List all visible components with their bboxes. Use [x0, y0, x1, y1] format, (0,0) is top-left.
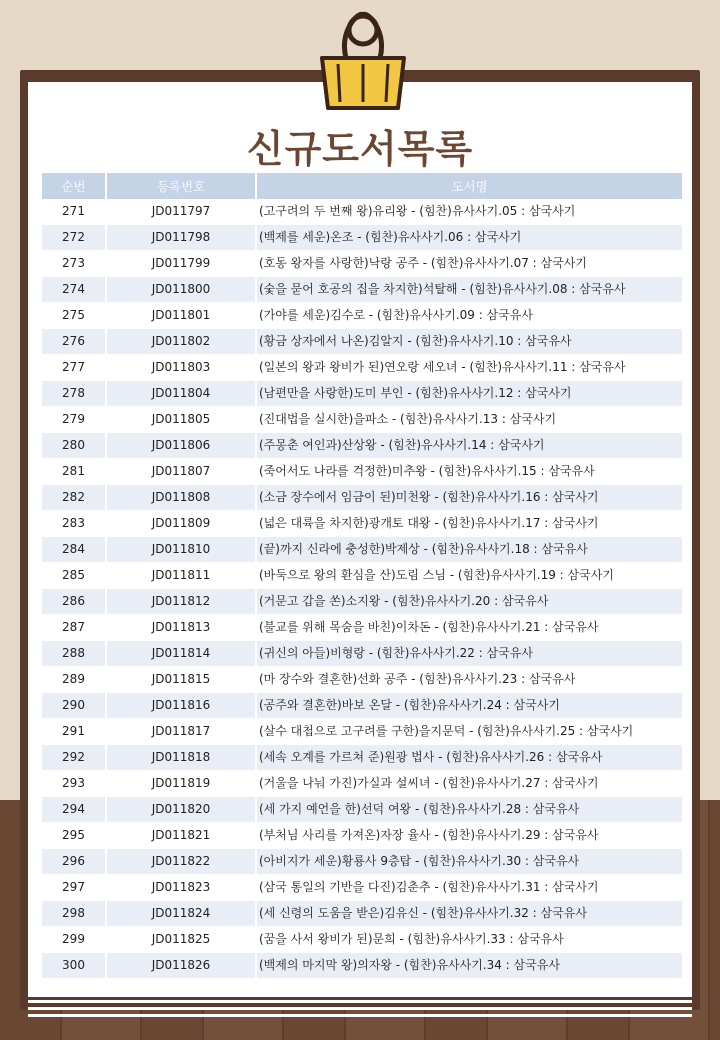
table-row: [42, 251, 682, 277]
table-header-row: [42, 173, 682, 199]
cell-book-title: (마 장수와 결혼한)선화 공주 - (힘찬)유사사기.23 : 삼국유사: [256, 667, 682, 693]
table-row: [42, 849, 682, 875]
cell-seq: 296: [42, 849, 106, 875]
cell-seq: 297: [42, 875, 106, 901]
cell-reg-no: JD011826: [106, 953, 256, 979]
table-row: [42, 303, 682, 329]
cell-book-title: (죽어서도 나라를 걱정한)미추왕 - (힘찬)유사사기.15 : 삼국유사: [256, 459, 682, 485]
cell-book-title: (세속 오계를 가르쳐 준)원광 법사 - (힘찬)유사사기.26 : 삼국유사: [256, 745, 682, 771]
cell-seq: 299: [42, 927, 106, 953]
cell-seq: 291: [42, 719, 106, 745]
cell-seq: 280: [42, 433, 106, 459]
cell-seq: 277: [42, 355, 106, 381]
cell-book-title: (삼국 통일의 기반을 다진)김춘추 - (힘찬)유사사기.31 : 삼국사기: [256, 875, 682, 901]
cell-book-title: (끝)까지 신라에 충성한)박제상 - (힘찬)유사사기.18 : 삼국유사: [256, 537, 682, 563]
cell-reg-no: JD011825: [106, 927, 256, 953]
cell-book-title: (거문고 갑을 쏜)소지왕 - (힘찬)유사사기.20 : 삼국유사: [256, 589, 682, 615]
cell-reg-no: JD011817: [106, 719, 256, 745]
table-row: [42, 225, 682, 251]
cell-reg-no: JD011802: [106, 329, 256, 355]
cell-book-title: (백제의 마지막 왕)의자왕 - (힘찬)유사사기.34 : 삼국유사: [256, 953, 682, 979]
cell-book-title: (세 가지 예언을 한)선덕 여왕 - (힘찬)유사사기.28 : 삼국유사: [256, 797, 682, 823]
cell-seq: 300: [42, 953, 106, 979]
cell-reg-no: JD011798: [106, 225, 256, 251]
cell-seq: 273: [42, 251, 106, 277]
header-reg-no: 등록번호: [106, 173, 256, 199]
table-row: [42, 719, 682, 745]
cell-book-title: (숯을 묻어 호공의 집을 차지한)석탈해 - (힘찬)유사사기.08 : 삼국유사: [256, 277, 682, 303]
cell-seq: 271: [42, 199, 106, 225]
table-row: [42, 693, 682, 719]
cell-reg-no: JD011820: [106, 797, 256, 823]
cell-book-title: (소금 장수에서 임금이 된)미천왕 - (힘찬)유사사기.16 : 삼국사기: [256, 485, 682, 511]
cell-seq: 293: [42, 771, 106, 797]
cell-book-title: (황금 상자에서 나온)김알지 - (힘찬)유사사기.10 : 삼국유사: [256, 329, 682, 355]
cell-book-title: (고구려의 두 번째 왕)유리왕 - (힘찬)유사사기.05 : 삼국사기: [256, 199, 682, 225]
cell-book-title: (일본의 왕과 왕비가 된)연오랑 세오녀 - (힘찬)유사사기.11 : 삼국유사: [256, 355, 682, 381]
cell-book-title: (진대법을 실시한)을파소 - (힘찬)유사사기.13 : 삼국사기: [256, 407, 682, 433]
cell-seq: 281: [42, 459, 106, 485]
table-body: [42, 199, 682, 979]
cell-reg-no: JD011823: [106, 875, 256, 901]
cell-seq: 286: [42, 589, 106, 615]
cell-book-title: (가야를 세운)김수로 - (힘찬)유사사기.09 : 삼국유사: [256, 303, 682, 329]
table-row: [42, 381, 682, 407]
table-row: [42, 875, 682, 901]
cell-reg-no: JD011801: [106, 303, 256, 329]
book-list-table: [42, 173, 682, 979]
cell-reg-no: JD011806: [106, 433, 256, 459]
cell-reg-no: JD011818: [106, 745, 256, 771]
cell-seq: 283: [42, 511, 106, 537]
cell-book-title: (바둑으로 왕의 환심을 산)도림 스님 - (힘찬)유사사기.19 : 삼국사기: [256, 563, 682, 589]
cell-seq: 292: [42, 745, 106, 771]
cell-book-title: (살수 대첩으로 고구려를 구한)을지문덕 - (힘찬)유사사기.25 : 삼국사기: [256, 719, 682, 745]
cell-seq: 288: [42, 641, 106, 667]
table-row: [42, 589, 682, 615]
table-row: [42, 355, 682, 381]
table-row: [42, 485, 682, 511]
paper-stack-line: [28, 1007, 692, 1010]
cell-reg-no: JD011807: [106, 459, 256, 485]
table-row: [42, 771, 682, 797]
cell-reg-no: JD011814: [106, 641, 256, 667]
cell-seq: 289: [42, 667, 106, 693]
table-row: [42, 511, 682, 537]
table-row: [42, 953, 682, 979]
cell-seq: 279: [42, 407, 106, 433]
header-book-title: 도서명: [256, 173, 682, 199]
cell-seq: 272: [42, 225, 106, 251]
cell-seq: 278: [42, 381, 106, 407]
cell-reg-no: JD011810: [106, 537, 256, 563]
cell-reg-no: JD011824: [106, 901, 256, 927]
table-row: [42, 797, 682, 823]
cell-book-title: (아비지가 세운)황룡사 9층탑 - (힘찬)유사사기.30 : 삼국유사: [256, 849, 682, 875]
cell-reg-no: JD011813: [106, 615, 256, 641]
cell-seq: 284: [42, 537, 106, 563]
cell-reg-no: JD011819: [106, 771, 256, 797]
paper-stack-line: [28, 1014, 692, 1017]
cell-book-title: (넓은 대륙을 차지한)광개토 대왕 - (힘찬)유사사기.17 : 삼국사기: [256, 511, 682, 537]
table-row: [42, 823, 682, 849]
cell-reg-no: JD011822: [106, 849, 256, 875]
table-row: [42, 901, 682, 927]
cell-reg-no: JD011799: [106, 251, 256, 277]
cell-reg-no: JD011811: [106, 563, 256, 589]
table-row: [42, 199, 682, 225]
cell-seq: 287: [42, 615, 106, 641]
cell-book-title: (불교를 위해 목숨을 바친)이차돈 - (힘찬)유사사기.21 : 삼국유사: [256, 615, 682, 641]
cell-reg-no: JD011809: [106, 511, 256, 537]
cell-reg-no: JD011816: [106, 693, 256, 719]
cell-book-title: (주몽춘 여인과)산상왕 - (힘찬)유사사기.14 : 삼국사기: [256, 433, 682, 459]
table-row: [42, 459, 682, 485]
table-row: [42, 615, 682, 641]
table-row: [42, 407, 682, 433]
table-row: [42, 537, 682, 563]
cell-book-title: (백제를 세운)온조 - (힘찬)유사사기.06 : 삼국사기: [256, 225, 682, 251]
cell-book-title: (귀신의 아들)비형랑 - (힘찬)유사사기.22 : 삼국유사: [256, 641, 682, 667]
cell-reg-no: JD011812: [106, 589, 256, 615]
cell-book-title: (거울을 나눠 가진)가실과 설씨녀 - (힘찬)유사사기.27 : 삼국사기: [256, 771, 682, 797]
table-row: [42, 641, 682, 667]
cell-book-title: (남편만을 사랑한)도미 부인 - (힘찬)유사사기.12 : 삼국사기: [256, 381, 682, 407]
cell-reg-no: JD011800: [106, 277, 256, 303]
table-row: [42, 329, 682, 355]
table-row: [42, 433, 682, 459]
cell-seq: 295: [42, 823, 106, 849]
cell-seq: 276: [42, 329, 106, 355]
cell-reg-no: JD011805: [106, 407, 256, 433]
cell-reg-no: JD011821: [106, 823, 256, 849]
table-row: [42, 667, 682, 693]
cell-book-title: (공주와 결혼한)바보 온달 - (힘찬)유사사기.24 : 삼국사기: [256, 693, 682, 719]
page-title: 신규도서목록: [246, 127, 474, 171]
cell-seq: 285: [42, 563, 106, 589]
cell-book-title: (부처님 사리를 가져온)자장 율사 - (힘찬)유사사기.29 : 삼국유사: [256, 823, 682, 849]
cell-seq: 274: [42, 277, 106, 303]
paper-stack-line: [28, 1000, 692, 1003]
header-seq: 순번: [42, 173, 106, 199]
cell-seq: 275: [42, 303, 106, 329]
cell-book-title: (호동 왕자를 사랑한)낙랑 공주 - (힘찬)유사사기.07 : 삼국사기: [256, 251, 682, 277]
cell-reg-no: JD011803: [106, 355, 256, 381]
binder-clip-icon: [318, 8, 408, 116]
table-row: [42, 277, 682, 303]
cell-seq: 298: [42, 901, 106, 927]
cell-seq: 294: [42, 797, 106, 823]
cell-reg-no: JD011804: [106, 381, 256, 407]
cell-seq: 290: [42, 693, 106, 719]
cell-reg-no: JD011797: [106, 199, 256, 225]
cell-reg-no: JD011808: [106, 485, 256, 511]
table-row: [42, 927, 682, 953]
cell-seq: 282: [42, 485, 106, 511]
table-row: [42, 563, 682, 589]
cell-book-title: (세 신령의 도움을 받은)김유신 - (힘찬)유사사기.32 : 삼국유사: [256, 901, 682, 927]
table-row: [42, 745, 682, 771]
cell-book-title: (꿈을 사서 왕비가 된)문희 - (힘찬)유사사기.33 : 삼국유사: [256, 927, 682, 953]
cell-reg-no: JD011815: [106, 667, 256, 693]
